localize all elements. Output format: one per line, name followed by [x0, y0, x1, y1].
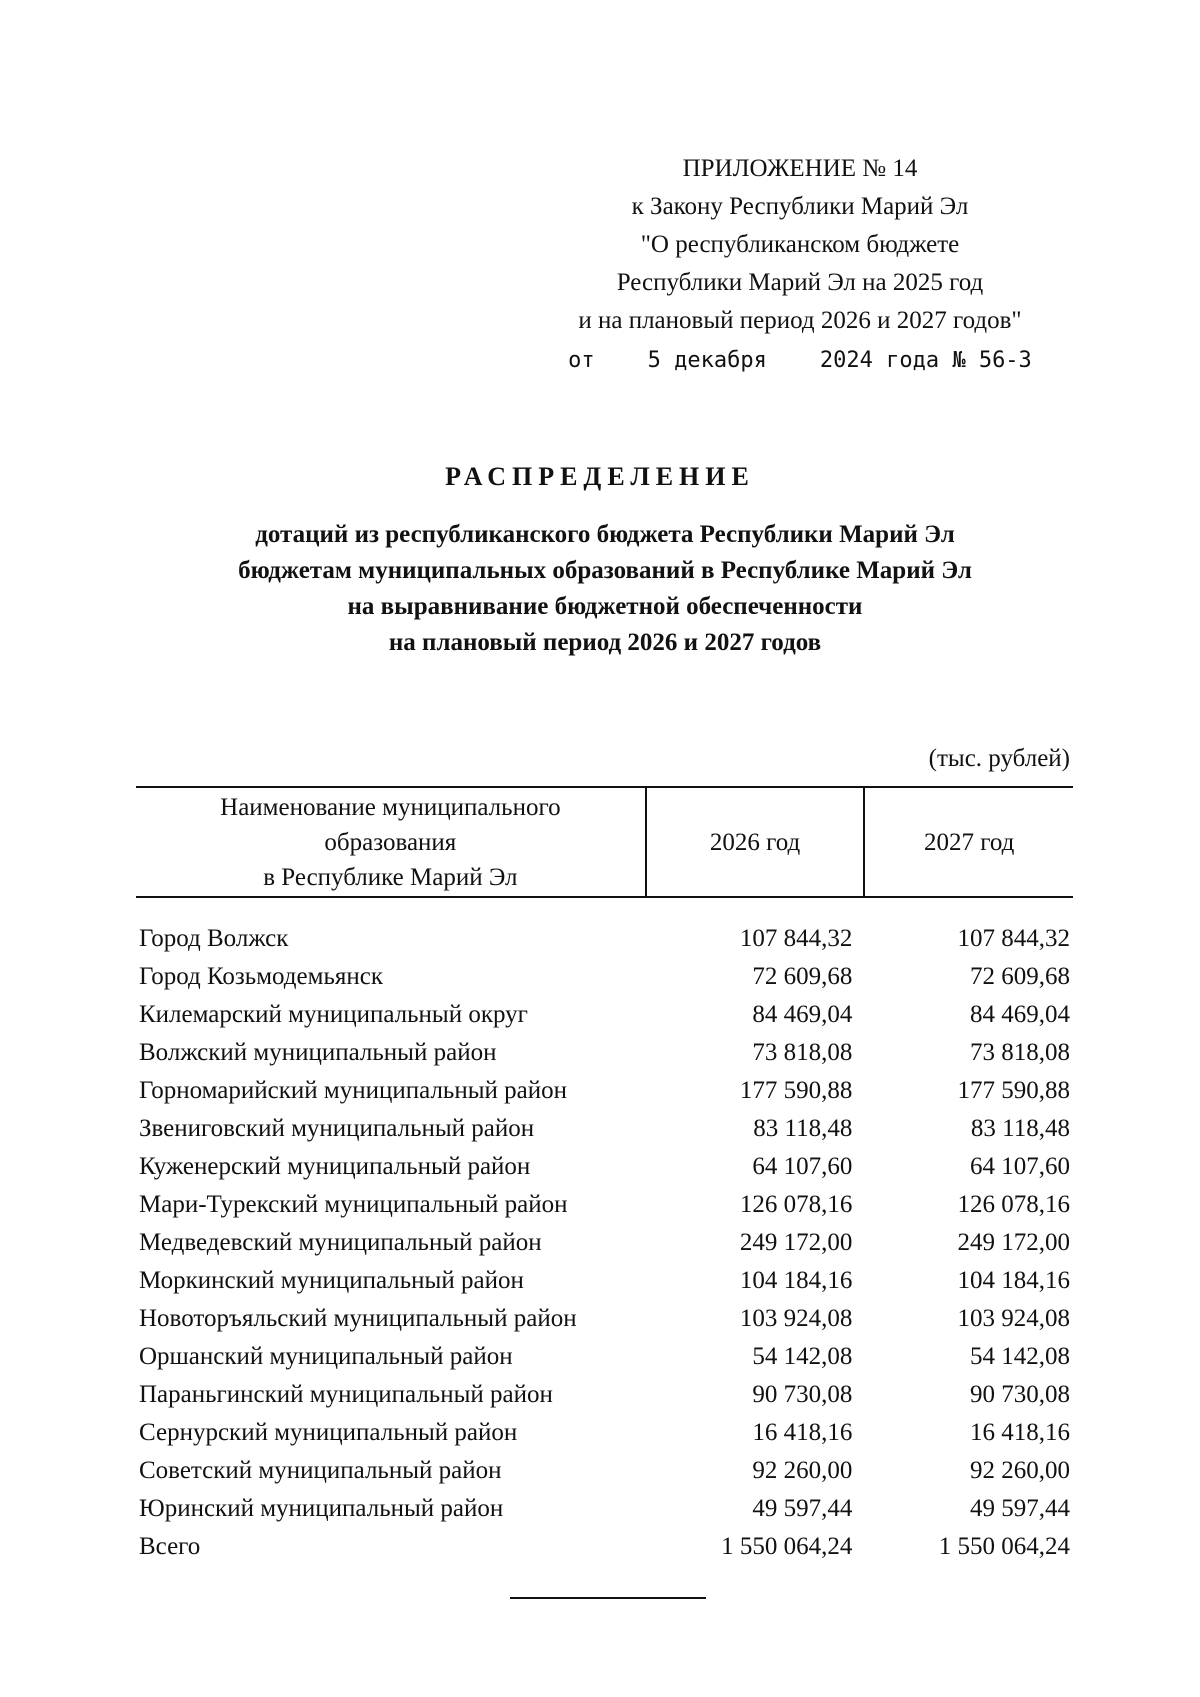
- municipality-name: Новоторъяльский муниципальный район: [139, 1305, 577, 1332]
- value-2026: 107 844,32: [739, 925, 853, 952]
- value-2027: 54 142,08: [970, 1343, 1070, 1370]
- table-row: [136, 1110, 1073, 1148]
- subtitle-line: на плановый период 2026 и 2027 годов: [388, 629, 822, 656]
- date-month: декабря: [674, 348, 767, 373]
- municipality-name: Волжский муниципальный район: [139, 1039, 497, 1066]
- municipality-name: Мари-Турекский муниципальный район: [139, 1191, 568, 1218]
- table-row: [136, 1376, 1073, 1414]
- header-name-line: образования: [324, 828, 457, 856]
- annex-law-name-line3: и на плановый период 2026 и 2027 годов": [578, 307, 1022, 334]
- value-2026: 104 184,16: [739, 1267, 853, 1294]
- municipality-name: Оршанский муниципальный район: [139, 1343, 513, 1370]
- annex-date-line: [540, 342, 1060, 380]
- value-2027: 177 590,88: [957, 1077, 1070, 1104]
- value-2026: 72 609,68: [752, 963, 853, 990]
- header-name-line: в Республике Марий Эл: [263, 863, 518, 891]
- value-2026: 249 172,00: [739, 1229, 853, 1256]
- value-2026: 49 597,44: [752, 1495, 853, 1522]
- value-2027: 1 550 064,24: [938, 1533, 1070, 1560]
- annex-law-reference: к Закону Республики Марий Эл: [631, 193, 969, 220]
- header-year-2026: 2026 год: [646, 787, 865, 897]
- value-2027: 92 260,00: [970, 1457, 1070, 1484]
- total-row: [136, 1528, 1073, 1566]
- date-day: 5: [647, 348, 661, 373]
- table-body: [136, 897, 1073, 1566]
- municipality-name: Советский муниципальный район: [139, 1457, 502, 1484]
- table-row: [136, 1490, 1073, 1528]
- value-2027: 49 597,44: [970, 1495, 1070, 1522]
- value-2026: 64 107,60: [752, 1153, 853, 1180]
- table-row: [136, 958, 1073, 996]
- law-number: № 56-З: [952, 348, 1032, 373]
- table-row: [136, 1300, 1073, 1338]
- value-2027: 103 924,08: [957, 1305, 1070, 1332]
- value-2026: 83 118,48: [753, 1115, 853, 1142]
- table-row: [136, 1224, 1073, 1262]
- table-row: [136, 1262, 1073, 1300]
- table-row: [136, 1072, 1073, 1110]
- table-spacer: [136, 897, 1073, 920]
- date-prefix: от: [568, 348, 595, 373]
- value-2026: 103 924,08: [739, 1305, 853, 1332]
- value-2026: 16 418,16: [752, 1419, 853, 1446]
- municipality-name: Килемарский муниципальный округ: [139, 1001, 528, 1028]
- header-year-2027: 2027 год: [864, 787, 1073, 897]
- value-2027: 64 107,60: [970, 1153, 1070, 1180]
- value-2026: 84 469,04: [752, 1001, 853, 1028]
- header-name-line: Наименование муниципального: [220, 793, 561, 821]
- header-municipality: [136, 787, 646, 897]
- value-2027: 90 730,08: [970, 1381, 1070, 1408]
- value-2026: 177 590,88: [739, 1077, 853, 1104]
- municipality-name: Параньгинский муниципальный район: [139, 1381, 553, 1408]
- subtitle-line: на выравнивание бюджетной обеспеченности: [347, 593, 863, 620]
- value-2027: 73 818,08: [970, 1039, 1070, 1066]
- value-2027: 126 078,16: [957, 1191, 1070, 1218]
- value-2027: 72 609,68: [970, 963, 1070, 990]
- value-2026: 1 550 064,24: [721, 1533, 853, 1560]
- table-row: [136, 920, 1073, 958]
- municipality-name: Звениговский муниципальный район: [139, 1115, 535, 1142]
- municipality-name: Город Козьмодемьянск: [139, 963, 383, 990]
- table-row: [136, 1452, 1073, 1490]
- table-row: [136, 1148, 1073, 1186]
- table-row: [136, 1034, 1073, 1072]
- table-row: [136, 1338, 1073, 1376]
- subtitle-line: дотаций из республиканского бюджета Республики Марий Эл: [255, 521, 955, 548]
- value-2027: 83 118,48: [970, 1115, 1070, 1142]
- municipality-name: Моркинский муниципальный район: [139, 1267, 524, 1294]
- value-2027: 107 844,32: [957, 925, 1070, 952]
- value-2026: 90 730,08: [752, 1381, 853, 1408]
- units-label: (тыс. рублей): [928, 745, 1070, 772]
- annex-law-name-line1: "О республиканском бюджете: [640, 231, 960, 258]
- value-2026: 92 260,00: [752, 1457, 853, 1484]
- table-row: [136, 996, 1073, 1034]
- table-row: [136, 1414, 1073, 1452]
- value-2026: 73 818,08: [752, 1039, 853, 1066]
- municipality-name: Сернурский муниципальный район: [139, 1419, 518, 1446]
- municipality-name: Медведевский муниципальный район: [139, 1229, 542, 1256]
- value-2027: 249 172,00: [957, 1229, 1070, 1256]
- footer-divider: [510, 1597, 706, 1599]
- date-year: 2024 года: [819, 348, 940, 373]
- subtitle-line: бюджетам муниципальных образований в Республике Марий Эл: [238, 557, 972, 584]
- value-2027: 84 469,04: [970, 1001, 1070, 1028]
- document-subtitle: [0, 517, 1200, 661]
- annex-block: [540, 150, 1060, 380]
- annex-law-name-line2: Республики Марий Эл на 2025 год: [616, 269, 984, 296]
- municipality-name: Юринский муниципальный район: [139, 1495, 504, 1522]
- municipality-name: Горномарийский муниципальный район: [139, 1077, 567, 1104]
- value-2027: 104 184,16: [957, 1267, 1070, 1294]
- table-row: [136, 1186, 1073, 1224]
- value-2027: 16 418,16: [970, 1419, 1070, 1446]
- municipality-name: Город Волжск: [139, 925, 289, 952]
- municipality-name: Куженерский муниципальный район: [139, 1153, 531, 1180]
- municipality-name: Всего: [139, 1533, 201, 1560]
- annex-title: ПРИЛОЖЕНИЕ № 14: [682, 155, 918, 182]
- distribution-table-container: [136, 786, 1073, 1566]
- document-title: РАСПРЕДЕЛЕНИЕ: [445, 462, 755, 491]
- table-header-row: [136, 787, 1073, 897]
- value-2026: 126 078,16: [739, 1191, 853, 1218]
- distribution-table: [136, 786, 1073, 1566]
- value-2026: 54 142,08: [752, 1343, 853, 1370]
